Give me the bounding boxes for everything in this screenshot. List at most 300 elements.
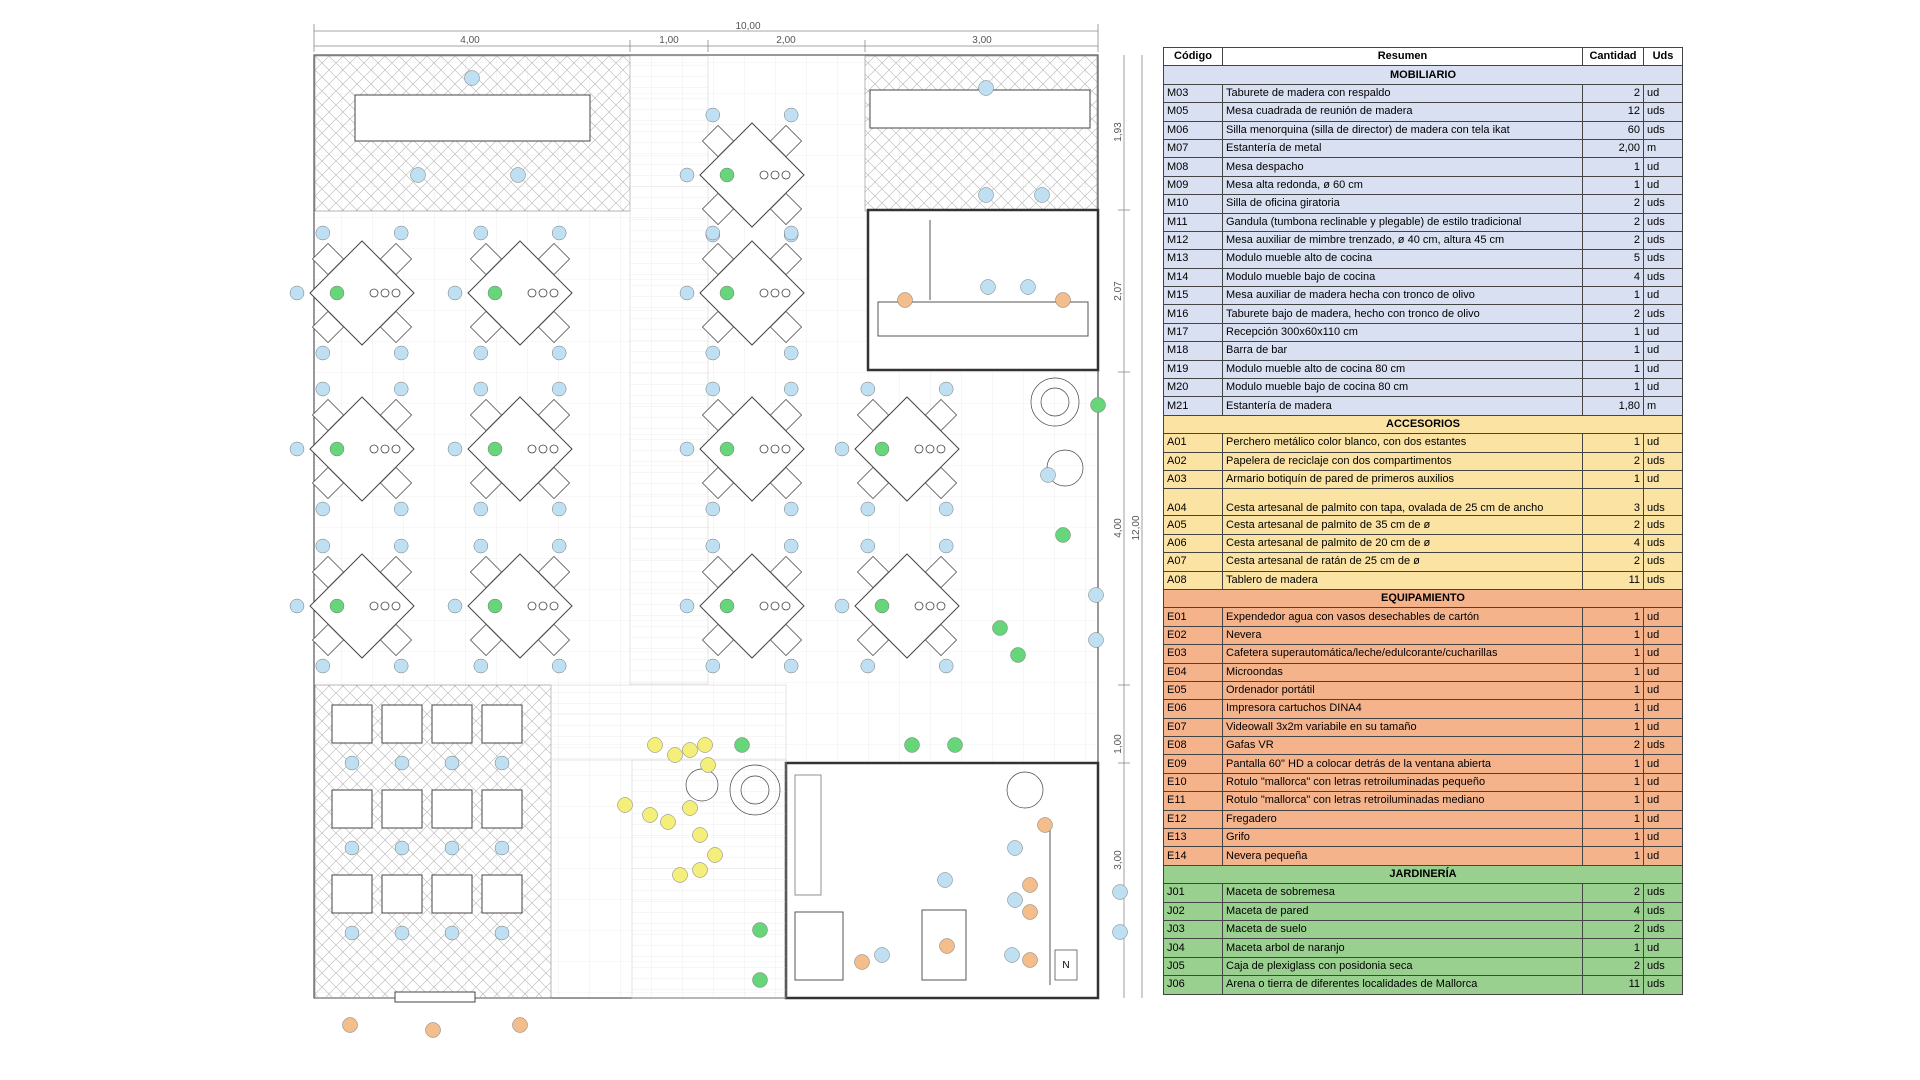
cell-codigo: E08 — [1164, 737, 1223, 755]
cell-cantidad: 1 — [1583, 176, 1644, 194]
chair-marker — [316, 539, 330, 553]
cell-resumen: Armario botiquín de pared de primeros auxilios — [1223, 470, 1583, 488]
cell-codigo: M20 — [1164, 379, 1223, 397]
section-title: ACCESORIOS — [1164, 415, 1683, 433]
cell-cantidad: 1 — [1583, 681, 1644, 699]
plant-marker — [330, 442, 344, 456]
plant-marker — [720, 599, 734, 613]
cell-uds: ud — [1644, 360, 1683, 378]
cell-cantidad: 1 — [1583, 323, 1644, 341]
table-row — [1164, 847, 1683, 865]
cell-codigo: J03 — [1164, 920, 1223, 938]
mobiliario-marker — [411, 168, 426, 183]
cell-codigo: M19 — [1164, 360, 1223, 378]
chair-marker — [861, 502, 875, 516]
cell-uds: ud — [1644, 379, 1683, 397]
accesorios-marker — [661, 815, 676, 830]
section-title: EQUIPAMIENTO — [1164, 589, 1683, 607]
mobiliario-marker — [1005, 948, 1020, 963]
cell-codigo: J04 — [1164, 939, 1223, 957]
cell-uds: ud — [1644, 626, 1683, 644]
table-row — [1164, 176, 1683, 194]
chair-marker — [345, 926, 359, 940]
quantities-table — [1163, 47, 1683, 995]
cell-resumen: Cesta artesanal de palmito de 35 cm de ø — [1223, 516, 1583, 534]
cell-cantidad: 4 — [1583, 902, 1644, 920]
chair-marker — [395, 841, 409, 855]
walkway-strip — [630, 56, 708, 684]
cell-uds: uds — [1644, 920, 1683, 938]
cell-resumen: Recepción 300x60x110 cm — [1223, 323, 1583, 341]
plant-marker — [488, 286, 502, 300]
table-marker — [835, 599, 849, 613]
equipamiento-marker — [1056, 293, 1071, 308]
mobiliario-marker — [1041, 468, 1056, 483]
section-row — [1164, 415, 1683, 433]
accesorios-marker — [683, 801, 698, 816]
chair-marker — [316, 346, 330, 360]
cell-cantidad: 1 — [1583, 434, 1644, 452]
plant-marker — [330, 286, 344, 300]
table-marker — [680, 442, 694, 456]
cell-codigo: E13 — [1164, 829, 1223, 847]
dim-total-width: 10,00 — [735, 21, 761, 32]
cell-resumen: Microondas — [1223, 663, 1583, 681]
table-marker — [680, 286, 694, 300]
chair-seat — [332, 790, 372, 828]
mobiliario-marker — [1113, 885, 1128, 900]
table-row — [1164, 158, 1683, 176]
jardineria-marker — [1056, 528, 1071, 543]
cell-resumen: Videowall 3x2m variabile en su tamaño — [1223, 718, 1583, 736]
table-row — [1164, 434, 1683, 452]
chair-marker — [474, 539, 488, 553]
chair-marker — [474, 226, 488, 240]
table-row — [1164, 700, 1683, 718]
cell-cantidad: 1 — [1583, 829, 1644, 847]
cell-uds: ud — [1644, 718, 1683, 736]
chair-marker — [474, 382, 488, 396]
cell-codigo: E14 — [1164, 847, 1223, 865]
table-marker — [290, 286, 304, 300]
table-row — [1164, 553, 1683, 571]
cell-codigo: M13 — [1164, 250, 1223, 268]
jardineria-marker — [1011, 648, 1026, 663]
cell-cantidad: 2 — [1583, 737, 1644, 755]
chair-seat — [432, 705, 472, 743]
header-cantidad: Cantidad — [1583, 48, 1644, 66]
cell-uds: uds — [1644, 213, 1683, 231]
section-row — [1164, 589, 1683, 607]
cell-cantidad: 2 — [1583, 452, 1644, 470]
dim-total-height: 12,00 — [1131, 515, 1142, 541]
table-row — [1164, 920, 1683, 938]
chair-marker — [474, 659, 488, 673]
cell-resumen: Mesa despacho — [1223, 158, 1583, 176]
cell-uds: m — [1644, 139, 1683, 157]
table-row — [1164, 470, 1683, 488]
cell-resumen: Cesta artesanal de palmito con tapa, ovalada de 25 cm de ancho — [1223, 489, 1583, 516]
cell-cantidad: 2 — [1583, 213, 1644, 231]
chair-marker — [316, 659, 330, 673]
cell-uds: uds — [1644, 957, 1683, 975]
cell-resumen: Rotulo "mallorca" con letras retroiluminadas mediano — [1223, 792, 1583, 810]
dim-height-4: 1,00 — [1113, 734, 1124, 754]
cell-cantidad: 2 — [1583, 195, 1644, 213]
cell-cantidad: 12 — [1583, 103, 1644, 121]
cell-uds: uds — [1644, 195, 1683, 213]
accesorios-marker — [693, 863, 708, 878]
chair-marker — [495, 756, 509, 770]
table-row — [1164, 571, 1683, 589]
cell-resumen: Mesa alta redonda, ø 60 cm — [1223, 176, 1583, 194]
cell-uds: ud — [1644, 158, 1683, 176]
table-row — [1164, 452, 1683, 470]
dim-width-3: 2,00 — [776, 35, 796, 46]
cell-cantidad: 1 — [1583, 939, 1644, 957]
cell-cantidad: 1 — [1583, 470, 1644, 488]
chair-marker — [784, 659, 798, 673]
north-label: N — [1062, 960, 1070, 971]
jardineria-marker — [905, 738, 920, 753]
cell-uds: ud — [1644, 608, 1683, 626]
cell-cantidad: 1 — [1583, 645, 1644, 663]
cell-uds: ud — [1644, 645, 1683, 663]
jardineria-marker — [1091, 398, 1106, 413]
cell-resumen: Modulo mueble alto de cocina — [1223, 250, 1583, 268]
cell-resumen: Maceta de sobremesa — [1223, 884, 1583, 902]
chair-marker — [552, 346, 566, 360]
deck-bottom-mid — [632, 760, 786, 998]
chair-marker — [394, 502, 408, 516]
plant-marker — [720, 442, 734, 456]
section-title: MOBILIARIO — [1164, 66, 1683, 84]
chair-seat — [382, 875, 422, 913]
dim-width-1: 4,00 — [460, 35, 480, 46]
chair-seat — [482, 790, 522, 828]
dim-width-2: 1,00 — [659, 35, 679, 46]
mobiliario-marker — [979, 188, 994, 203]
cell-resumen: Modulo mueble bajo de cocina 80 cm — [1223, 379, 1583, 397]
cell-uds: uds — [1644, 884, 1683, 902]
chair-marker — [395, 926, 409, 940]
mobiliario-marker — [981, 280, 996, 295]
chair-marker — [394, 659, 408, 673]
chair-marker — [394, 539, 408, 553]
cell-resumen: Rotulo "mallorca" con letras retroiluminadas pequeño — [1223, 773, 1583, 791]
chair-marker — [552, 382, 566, 396]
cell-uds: uds — [1644, 902, 1683, 920]
cell-codigo: A06 — [1164, 534, 1223, 552]
chair-marker — [552, 659, 566, 673]
equipamiento-marker — [1038, 818, 1053, 833]
chair-marker — [316, 382, 330, 396]
cell-codigo: M10 — [1164, 195, 1223, 213]
header-uds: Uds — [1644, 48, 1683, 66]
table-row — [1164, 342, 1683, 360]
mobiliario-marker — [465, 71, 480, 86]
cell-resumen: Expendedor agua con vasos desechables de cartón — [1223, 608, 1583, 626]
accesorios-marker — [648, 738, 663, 753]
cell-codigo: M21 — [1164, 397, 1223, 415]
cell-cantidad: 60 — [1583, 121, 1644, 139]
chair-marker — [784, 108, 798, 122]
section-title: JARDINERÍA — [1164, 865, 1683, 883]
cell-codigo: J06 — [1164, 976, 1223, 994]
jardineria-marker — [993, 621, 1008, 636]
chair-marker — [395, 756, 409, 770]
table-row — [1164, 250, 1683, 268]
cell-resumen: Tablero de madera — [1223, 571, 1583, 589]
table-row — [1164, 121, 1683, 139]
cell-resumen: Estantería de madera — [1223, 397, 1583, 415]
cell-codigo: A08 — [1164, 571, 1223, 589]
table-row — [1164, 360, 1683, 378]
plant-marker — [488, 442, 502, 456]
jardineria-marker — [753, 973, 768, 988]
cell-cantidad: 2 — [1583, 305, 1644, 323]
cell-resumen: Grifo — [1223, 829, 1583, 847]
table-row — [1164, 84, 1683, 102]
cell-resumen: Nevera — [1223, 626, 1583, 644]
equipamiento-marker — [898, 293, 913, 308]
accesorios-marker — [708, 848, 723, 863]
chair-seat — [382, 790, 422, 828]
chair-marker — [939, 382, 953, 396]
cell-uds: ud — [1644, 323, 1683, 341]
table-row — [1164, 939, 1683, 957]
cell-uds: uds — [1644, 231, 1683, 249]
chair-marker — [394, 226, 408, 240]
entrance-door — [395, 992, 475, 1002]
paved-zone-top-right — [865, 56, 1097, 211]
cell-codigo: M05 — [1164, 103, 1223, 121]
cell-uds: uds — [1644, 268, 1683, 286]
cell-resumen: Maceta de pared — [1223, 902, 1583, 920]
cell-resumen: Caja de plexiglass con posidonia seca — [1223, 957, 1583, 975]
cell-cantidad: 5 — [1583, 250, 1644, 268]
chair-marker — [495, 841, 509, 855]
equipamiento-marker — [1023, 905, 1038, 920]
cell-codigo: M09 — [1164, 176, 1223, 194]
table-row — [1164, 103, 1683, 121]
chair-seat — [482, 875, 522, 913]
header-codigo: Código — [1164, 48, 1223, 66]
cell-codigo: E05 — [1164, 681, 1223, 699]
cell-resumen: Arena o tierra de diferentes localidades de Mallorca — [1223, 976, 1583, 994]
cell-resumen: Gandula (tumbona reclinable y plegable) de estilo tradicional — [1223, 213, 1583, 231]
chair-marker — [316, 502, 330, 516]
equipamiento-marker — [855, 955, 870, 970]
cell-uds: ud — [1644, 810, 1683, 828]
cell-cantidad: 1 — [1583, 755, 1644, 773]
table-row — [1164, 902, 1683, 920]
cell-codigo: A05 — [1164, 516, 1223, 534]
chair-marker — [445, 756, 459, 770]
chair-marker — [861, 382, 875, 396]
accesorios-marker — [693, 828, 708, 843]
table-marker — [448, 599, 462, 613]
table-row — [1164, 957, 1683, 975]
dim-height-5: 3,00 — [1113, 850, 1124, 870]
cell-cantidad: 4 — [1583, 534, 1644, 552]
cell-cantidad: 4 — [1583, 268, 1644, 286]
cell-uds: uds — [1644, 737, 1683, 755]
cell-resumen: Modulo mueble alto de cocina 80 cm — [1223, 360, 1583, 378]
cell-codigo: A04 — [1164, 489, 1223, 516]
table-row — [1164, 231, 1683, 249]
mobiliario-marker — [1035, 188, 1050, 203]
cell-codigo: A07 — [1164, 553, 1223, 571]
cell-uds: uds — [1644, 553, 1683, 571]
cell-codigo: M08 — [1164, 158, 1223, 176]
plant-marker — [720, 286, 734, 300]
chair-marker — [706, 539, 720, 553]
cell-resumen: Nevera pequeña — [1223, 847, 1583, 865]
cell-uds: ud — [1644, 847, 1683, 865]
chair-marker — [445, 926, 459, 940]
cell-codigo: M16 — [1164, 305, 1223, 323]
chair-marker — [939, 539, 953, 553]
mobiliario-marker — [1089, 633, 1104, 648]
cell-resumen: Fregadero — [1223, 810, 1583, 828]
cell-codigo: E02 — [1164, 626, 1223, 644]
dim-width-4: 3,00 — [972, 35, 992, 46]
cell-codigo: M15 — [1164, 287, 1223, 305]
cell-codigo: M06 — [1164, 121, 1223, 139]
cell-cantidad: 1 — [1583, 379, 1644, 397]
table-row — [1164, 213, 1683, 231]
table-row — [1164, 608, 1683, 626]
chair-marker — [706, 346, 720, 360]
cell-resumen: Taburete de madera con respaldo — [1223, 84, 1583, 102]
chair-seat — [432, 875, 472, 913]
chair-marker — [552, 502, 566, 516]
mobiliario-marker — [875, 948, 890, 963]
chair-marker — [394, 382, 408, 396]
cell-codigo: E07 — [1164, 718, 1223, 736]
cell-codigo: M18 — [1164, 342, 1223, 360]
mobiliario-marker — [511, 168, 526, 183]
table-header-row — [1164, 48, 1683, 66]
table-row — [1164, 626, 1683, 644]
cell-uds: ud — [1644, 176, 1683, 194]
table-row — [1164, 489, 1683, 516]
cell-resumen: Modulo mueble bajo de cocina — [1223, 268, 1583, 286]
table-row — [1164, 645, 1683, 663]
mobiliario-marker — [1008, 893, 1023, 908]
cell-cantidad: 1 — [1583, 287, 1644, 305]
cell-cantidad: 1 — [1583, 342, 1644, 360]
cell-resumen: Mesa auxiliar de mimbre trenzado, ø 40 cm, altura 45 cm — [1223, 231, 1583, 249]
cell-codigo: E06 — [1164, 700, 1223, 718]
cell-uds: uds — [1644, 103, 1683, 121]
cell-codigo: A01 — [1164, 434, 1223, 452]
cell-codigo: E03 — [1164, 645, 1223, 663]
cell-codigo: M12 — [1164, 231, 1223, 249]
header-resumen: Resumen — [1223, 48, 1583, 66]
chair-marker — [394, 346, 408, 360]
cell-resumen: Mesa auxiliar de madera hecha con tronco de olivo — [1223, 287, 1583, 305]
table-row — [1164, 663, 1683, 681]
cell-codigo: E10 — [1164, 773, 1223, 791]
chair-marker — [706, 226, 720, 240]
table-marker — [680, 168, 694, 182]
chair-marker — [784, 226, 798, 240]
cell-uds: uds — [1644, 489, 1683, 516]
dim-height-2: 2,07 — [1113, 281, 1124, 301]
table-row — [1164, 792, 1683, 810]
cell-codigo: A03 — [1164, 470, 1223, 488]
cell-resumen: Mesa cuadrada de reunión de madera — [1223, 103, 1583, 121]
cell-cantidad: 2 — [1583, 231, 1644, 249]
cell-cantidad: 1 — [1583, 700, 1644, 718]
cell-uds: uds — [1644, 976, 1683, 994]
table-row — [1164, 810, 1683, 828]
chair-marker — [706, 502, 720, 516]
cell-codigo: J01 — [1164, 884, 1223, 902]
table-row — [1164, 379, 1683, 397]
cell-uds: uds — [1644, 305, 1683, 323]
table-row — [1164, 139, 1683, 157]
cell-cantidad: 2 — [1583, 957, 1644, 975]
table-marker — [835, 442, 849, 456]
table-row — [1164, 976, 1683, 994]
bar-counter — [870, 90, 1090, 128]
chair-seat — [432, 790, 472, 828]
table-row — [1164, 773, 1683, 791]
chair-marker — [861, 659, 875, 673]
cell-cantidad: 3 — [1583, 489, 1644, 516]
cell-cantidad: 1,80 — [1583, 397, 1644, 415]
chair-seat — [382, 705, 422, 743]
cell-uds: ud — [1644, 700, 1683, 718]
cell-cantidad: 11 — [1583, 976, 1644, 994]
cell-cantidad: 1 — [1583, 158, 1644, 176]
cell-codigo: M11 — [1164, 213, 1223, 231]
cell-uds: uds — [1644, 452, 1683, 470]
cell-resumen: Pantalla 60" HD a colocar detrás de la ventana abierta — [1223, 755, 1583, 773]
table-row — [1164, 268, 1683, 286]
mobiliario-marker — [1021, 280, 1036, 295]
cell-uds: ud — [1644, 434, 1683, 452]
table-row — [1164, 829, 1683, 847]
mobiliario-marker — [938, 873, 953, 888]
accesorios-marker — [698, 738, 713, 753]
cell-codigo: J05 — [1164, 957, 1223, 975]
cell-cantidad: 1 — [1583, 626, 1644, 644]
cell-codigo: M17 — [1164, 323, 1223, 341]
cell-resumen: Barra de bar — [1223, 342, 1583, 360]
cell-cantidad: 2 — [1583, 920, 1644, 938]
equipamiento-marker — [1023, 878, 1038, 893]
chair-marker — [474, 502, 488, 516]
section-row — [1164, 865, 1683, 883]
cell-resumen: Maceta arbol de naranjo — [1223, 939, 1583, 957]
cell-resumen: Cesta artesanal de palmito de 20 cm de ø — [1223, 534, 1583, 552]
cell-resumen: Impresora cartuchos DINA4 — [1223, 700, 1583, 718]
accesorios-marker — [673, 868, 688, 883]
equipamiento-marker — [513, 1018, 528, 1033]
cell-codigo: E09 — [1164, 755, 1223, 773]
cell-resumen: Taburete bajo de madera, hecho con tronco de olivo — [1223, 305, 1583, 323]
cell-cantidad: 2 — [1583, 553, 1644, 571]
table-row — [1164, 287, 1683, 305]
table-row — [1164, 323, 1683, 341]
table-row — [1164, 737, 1683, 755]
chair-marker — [706, 108, 720, 122]
cell-cantidad: 2 — [1583, 516, 1644, 534]
